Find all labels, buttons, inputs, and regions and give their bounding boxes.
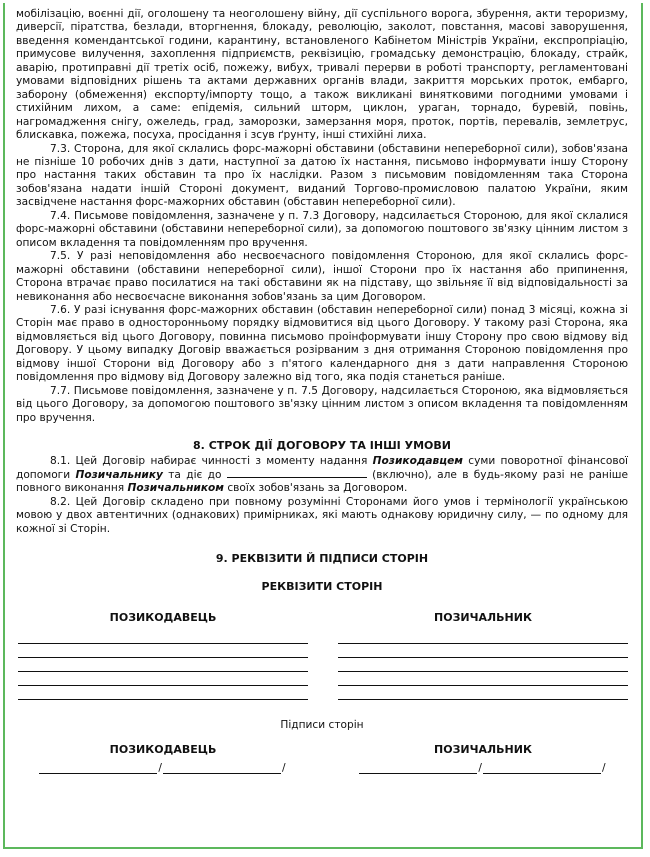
lender-name-field[interactable] bbox=[163, 761, 281, 774]
paragraph-7-4: 7.4. Письмове повідомлення, зазначене у п. 7.3 Договору, надсилається Стороною, для якої склалися форс-мажорні обставини (обставини непереборної сили), за допомогою поштового зв'язку цінним листом з описом вкладення та повідомленням про вручення. bbox=[16, 209, 628, 249]
paragraph-7-3: 7.3. Сторона, для якої склались форс-мажорні обставини (обставини непереборної сили), зобов'язана не пізніше 10 робочих днів з дати, наступної за датою їх настання, письмово інформувати іншу Сторону про настання таких обставин та про їх наслідки. Разом з письмовим повідомленням така Сторона зобов'язана надати іншій Стороні документ, виданий Торгово-промисловою палатою України, яким засвідчене настання форс-мажорних обставин (обставин непереборної сили). bbox=[16, 142, 628, 209]
lender-signature-line bbox=[18, 761, 308, 774]
lender-requisites-line[interactable] bbox=[18, 686, 308, 700]
paragraph-7-2-continuation: мобілізацію, воєнні дії, оголошену та неоголошену війну, дії суспільного ворога, збурення, акти тероризму, диверсії, піратства, безлади, вторгнення, блокаду, революцію, заколот, повстання, масові заворушення, введення комендантської години, карантину, встановленого Кабінетом Міністрів України, експропріацію, примусове вилучення, захоплення підприємств, реквізицію, громадську демонстрацію, блокаду, страйк, аварію, протиправні дії третіх осіб, пожежу, вибух, тривалі перерви в роботі транспорту, регламентовані умовами відповідних рішень та актами державних органів влади, закриття морських проток, ембарго, заборону (обмеження) експорту/імпорту тощо, а також викликані винятковими погодними умовами і стихійним лихом, а саме: епідемія, сильний шторм, циклон, ураган, торнадо, буревій, повінь, нагромадження снігу, ожеледь, град, заморозки, замерзання моря, проток, портів, перевалів, землетрус, блискавка, пожежа, посуха, просідання і зсув ґрунту, інші стихійні лиха. bbox=[16, 8, 628, 142]
lender-requisites-line[interactable] bbox=[18, 644, 308, 658]
paragraph-7-7: 7.7. Письмове повідомлення, зазначене у п. 7.5 Договору, надсилається Стороною, яка відмовляється від цього Договору, за допомогою поштового зв'язку цінним листом з описом вкладення та повідомленням про вручення. bbox=[16, 384, 628, 424]
lender-signature bbox=[18, 743, 308, 774]
para-8-1-text: (включно), але в будь-якому разі не раніше повного виконання bbox=[16, 468, 628, 495]
borrower-signature-field[interactable] bbox=[359, 761, 477, 774]
borrower-requisites-line[interactable] bbox=[338, 644, 628, 658]
borrower-signature-line bbox=[338, 761, 628, 774]
lender-requisites-line[interactable] bbox=[18, 630, 308, 644]
borrower-signature bbox=[338, 743, 628, 774]
lender-requisites-line[interactable] bbox=[18, 658, 308, 672]
requisites-title: РЕКВІЗИТИ СТОРІН bbox=[261, 579, 383, 593]
lender-term: Позикодавцем bbox=[372, 454, 463, 467]
lender-requisites-line[interactable] bbox=[18, 672, 308, 686]
contract-page bbox=[16, 8, 628, 777]
section-9-title: 9. РЕКВІЗИТИ Й ПІДПИСИ СТОРІН bbox=[215, 552, 429, 566]
para-8-1-text: суми поворотної фінансової допомоги bbox=[16, 454, 628, 481]
borrower-signature-heading: ПОЗИЧАЛЬНИК bbox=[434, 742, 532, 756]
slash: / bbox=[282, 761, 286, 774]
borrower-requisites-line[interactable] bbox=[338, 686, 628, 700]
paragraph-7-6: 7.6. У разі існування форс-мажорних обставин (обставин непереборної сили) понад 3 місяці, кожна зі Сторін має право в односторонньому порядку відмовитися від цього Договору. У такому разі Сторона, яка відмовляється від цього Договору, повинна письмово проінформувати іншу Сторону про свою відмову від Договору. У цьому випадку Договір вважається розірваним з дня отримання Стороною повідомлення про відмову іншої Сторони від Договору або з п'ятого календарного дня з дати направлення Стороною повідомлення про відмову від Договору залежно від того, яка подія станеться раніше. bbox=[16, 303, 628, 384]
borrower-requisites-line[interactable] bbox=[338, 630, 628, 644]
borrower-requisites-line[interactable] bbox=[338, 672, 628, 686]
paragraph-8-1 bbox=[16, 455, 628, 496]
borrower-requisites-line[interactable] bbox=[338, 658, 628, 672]
term-date-blank[interactable] bbox=[227, 468, 367, 478]
signatures-caption: Підписи сторін bbox=[280, 719, 364, 732]
lender-signature-heading: ПОЗИКОДАВЕЦЬ bbox=[109, 742, 217, 756]
section-8-title: 8. СТРОК ДІЇ ДОГОВОРУ ТА ІНШІ УМОВИ bbox=[193, 439, 451, 453]
para-8-1-text: своїх зобов'язань за Договором. bbox=[223, 482, 408, 495]
paragraph-8-2: 8.2. Цей Договір складено при повному розумінні Сторонами його умов і термінології українською мовою у двох автентичних (однакових) примірниках, які мають однакову юридичну силу, — по одному для кожної зі Сторін. bbox=[16, 495, 628, 535]
borrower-term: Позичальнику bbox=[75, 468, 163, 481]
borrower-name-field[interactable] bbox=[483, 761, 601, 774]
lender-heading: ПОЗИКОДАВЕЦЬ bbox=[109, 611, 217, 625]
slash: / bbox=[602, 761, 606, 774]
borrower-heading: ПОЗИЧАЛЬНИК bbox=[434, 611, 532, 625]
signatures-block bbox=[16, 743, 628, 777]
borrower-requisites bbox=[338, 611, 628, 700]
para-8-1-text: та діє до bbox=[162, 468, 227, 481]
lender-signature-field[interactable] bbox=[39, 761, 157, 774]
lender-requisites bbox=[18, 611, 308, 700]
para-8-1-text: 8.1. Цей Договір набирає чинності з моменту надання bbox=[50, 454, 373, 467]
slash: / bbox=[478, 761, 482, 774]
paragraph-7-5: 7.5. У разі неповідомлення або несвоєчасного повідомлення Стороною, для якої склались форс-мажорні обставини (обставини непереборної сили), іншої Сторони про їх настання або припинення, Сторона втрачає право посилатися на такі обставини як на підставу, що звільняє її від відповідальності за невиконання або несвоєчасне виконання зобов'язань за цим Договором. bbox=[16, 250, 628, 303]
slash: / bbox=[158, 761, 162, 774]
borrower-term: Позичальником bbox=[127, 482, 224, 495]
requisites-block bbox=[16, 611, 628, 701]
